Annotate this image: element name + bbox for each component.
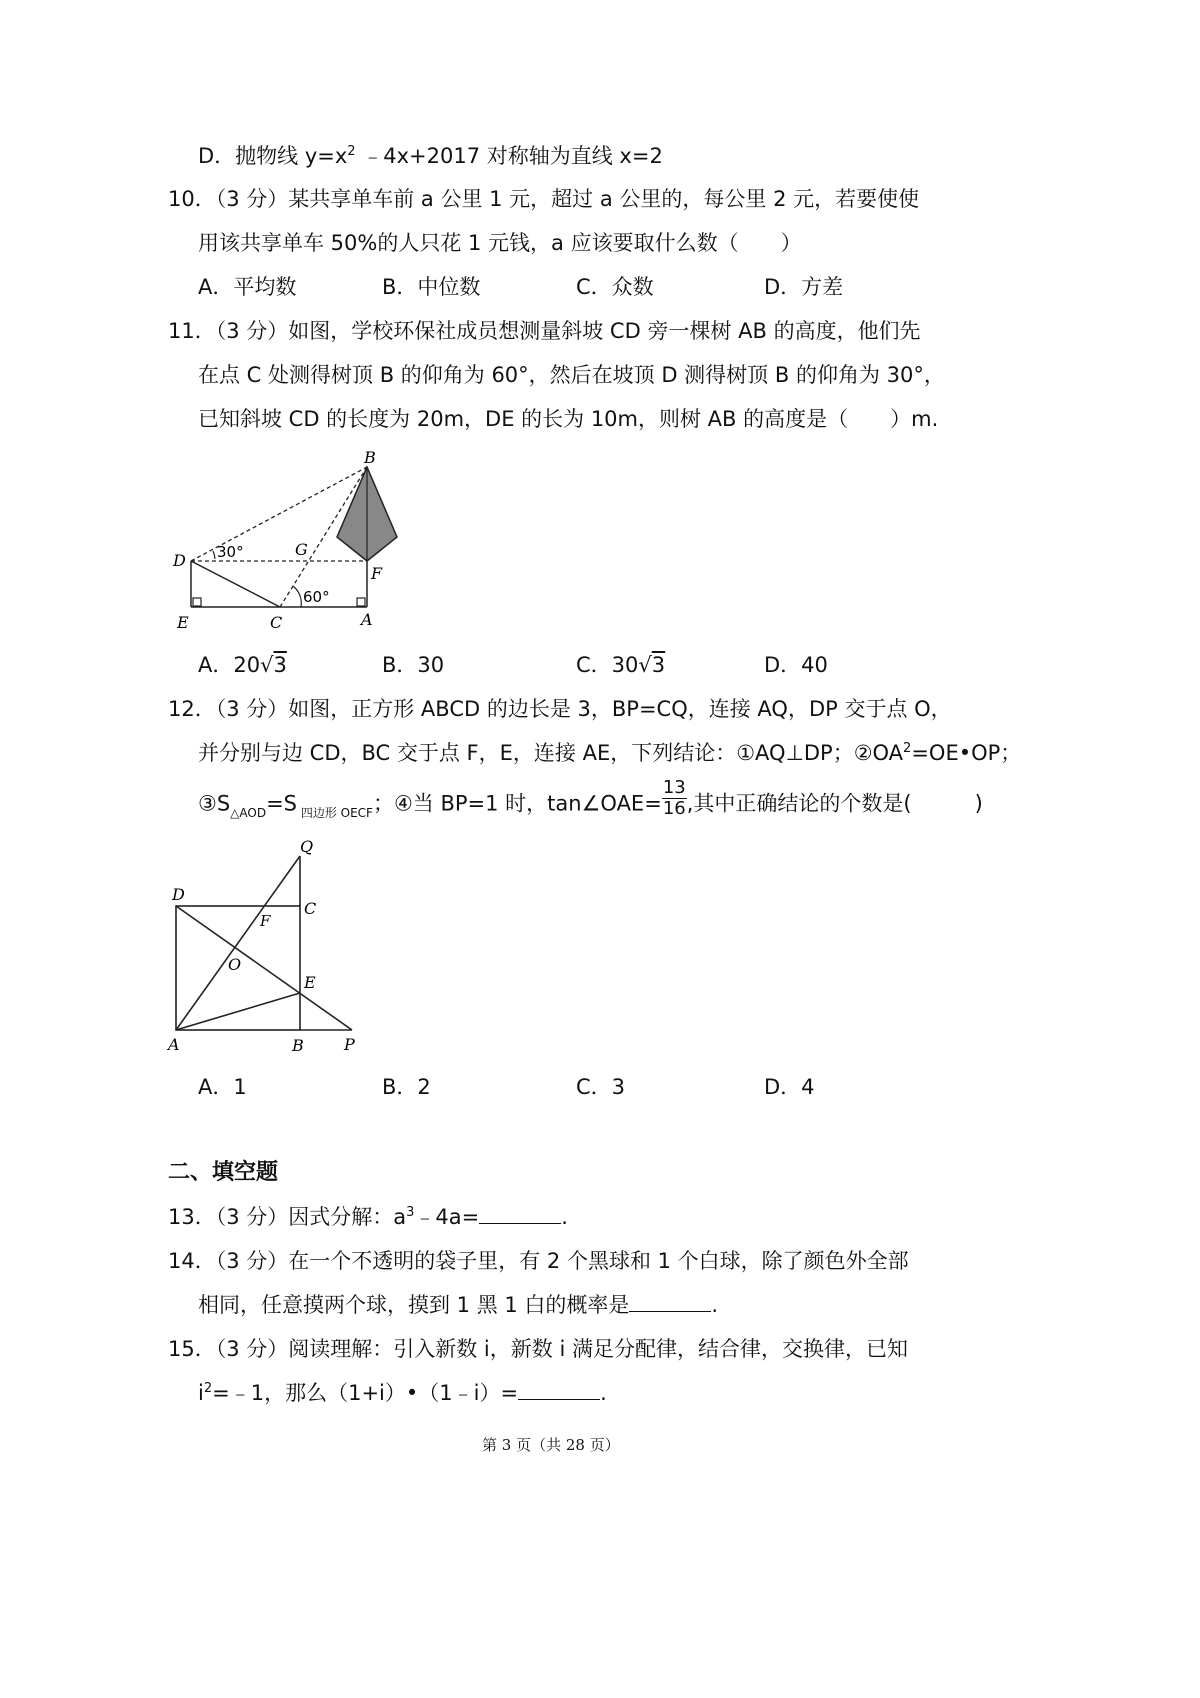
q12-label-d: D (172, 885, 185, 904)
q11-option-c-radicand: 3 (651, 653, 666, 677)
q10-option-a: A．平均数 (198, 275, 297, 299)
q11-option-d-label: D．40 (764, 653, 828, 677)
q12-line3-s1: ③S (198, 791, 231, 816)
q12-label-b: B (292, 1036, 304, 1055)
q12-line3-eq: =S (266, 791, 298, 816)
q11-label-d: D (173, 551, 186, 570)
q9d-suffix: ﹣4x+2017 对称轴为直线 x=2 (355, 144, 663, 168)
q11-right-angle-e (193, 598, 201, 606)
q14-answer-blank[interactable] (629, 1291, 711, 1312)
q13-post: ﹣4a= (414, 1205, 480, 1229)
q15-line2 (198, 1378, 607, 1408)
q12-label-c: C (304, 899, 317, 918)
q11-line3: 已知斜坡 CD 的长度为 20m，DE 的长为 10m，则树 AB 的高度是（ ）m. (198, 407, 939, 431)
q12-line2-pre: 并分别与边 CD，BC 交于点 F，E，连接 AE，下列结论：①AQ⊥DP；②OA (198, 741, 904, 765)
q9d-sup: 2 (347, 144, 356, 159)
q11-label-e: E (177, 613, 189, 632)
q10-line1: 10．（3 分）某共享单车前 a 公里 1 元，超过 a 公里的，每公里 2 元，若要使使 (168, 187, 920, 211)
q15-line1: 15．（3 分）阅读理解：引入新数 i，新数 i 满足分配律，结合律，交换律，已知 (168, 1337, 908, 1361)
q12-segment-aq (176, 856, 300, 1030)
q13-answer-blank[interactable] (479, 1203, 561, 1224)
q11-figure (165, 445, 425, 640)
q12-line2-sup: 2 (903, 741, 912, 756)
q15-answer-blank[interactable] (518, 1379, 600, 1400)
q12-frac-num: 13 (662, 777, 686, 798)
q10-option-b: B．中位数 (382, 275, 481, 299)
q12-line3-sub1: △AOD (230, 805, 267, 820)
q11-option-c-label: C．30 (576, 653, 639, 677)
q11-label-30deg: 30° (217, 543, 244, 561)
q12-option-c: C．3 (576, 1075, 626, 1099)
q12-fraction (662, 778, 687, 819)
q12-option-d: D．4 (764, 1075, 815, 1099)
q12-label-e: E (304, 973, 316, 992)
q11-label-b: B (364, 448, 376, 467)
q12-label-p: P (344, 1035, 355, 1054)
q12-line3-end: ,其中正确结论的个数是( ) (686, 791, 983, 816)
q11-label-c: C (270, 613, 283, 632)
q11-option-a-label: A．20 (198, 653, 261, 677)
section-title-fill-in: 二、填空题 (168, 1160, 279, 1185)
q13-pre: 13．（3 分）因式分解：a (168, 1205, 407, 1229)
q11-segment-dc (191, 561, 280, 607)
q10-line2: 用该共享单车 50%的人只花 1 元钱，a 应该要取什么数（ ） (198, 231, 802, 255)
q11-option-a (198, 650, 287, 680)
q14-line2 (198, 1290, 718, 1320)
q14-line2-end: . (711, 1293, 719, 1317)
q11-line2: 在点 C 处测得树顶 B 的仰角为 60°，然后在坡顶 D 测得树顶 B 的仰角为 30°， (198, 363, 945, 387)
q11-label-a: A (361, 610, 373, 629)
q12-label-o: O (228, 955, 242, 974)
q11-line1: 11．（3 分）如图，学校环保社成员想测量斜坡 CD 旁一棵树 AB 的高度，他们先 (168, 319, 921, 343)
q12-label-f: F (260, 912, 271, 930)
q12-line3-mid: ；④当 BP=1 时，tan∠OAE= (372, 791, 662, 816)
q11-option-d (764, 650, 828, 680)
q14-line2-pre: 相同，任意摸两个球，摸到 1 黑 1 白的概率是 (198, 1293, 630, 1317)
q13 (168, 1202, 568, 1232)
q12-line1: 12．（3 分）如图，正方形 ABCD 的边长是 3，BP=CQ，连接 AQ，DP 交于点 O， (168, 697, 952, 721)
q15-line2-end: . (600, 1381, 607, 1405)
q12-option-a: A．1 (198, 1075, 247, 1099)
sqrt-symbol: √3 (260, 653, 287, 677)
q11-label-g: G (295, 540, 308, 559)
q12-frac-den: 16 (662, 798, 686, 819)
q12-option-b: B．2 (382, 1075, 431, 1099)
q15-line2-pre: i (198, 1381, 204, 1405)
q12-label-q: Q (300, 837, 314, 856)
q11-option-c (576, 650, 665, 680)
q11-option-a-radicand: 3 (273, 653, 287, 677)
q12-line3-sub2: 四边形 OECF (297, 805, 373, 820)
q12-segment-ae (176, 993, 300, 1030)
q14-line1: 14．（3 分）在一个不透明的袋子里，有 2 个黑球和 1 个白球，除了颜色外全部 (168, 1249, 909, 1273)
q10-option-c: C．众数 (576, 275, 654, 299)
q11-option-b (382, 650, 444, 680)
q12-line3 (198, 777, 983, 825)
q11-label-f: F (371, 564, 383, 583)
q12-line2-post: =OE•OP； (911, 741, 1022, 765)
q11-label-60deg: 60° (303, 588, 330, 606)
q11-right-angle-a (357, 598, 365, 606)
q11-angle-arc-60 (293, 586, 301, 607)
q9-option-d (198, 141, 663, 171)
q13-sup: 3 (406, 1205, 415, 1220)
q12-line2 (198, 738, 1021, 768)
q15-line2-sup: 2 (203, 1381, 213, 1396)
q9d-prefix: D．抛物线 y=x (198, 144, 348, 168)
q12-label-a: A (168, 1035, 180, 1054)
sqrt-symbol: √3 (638, 653, 666, 677)
q12-figure (160, 832, 375, 1062)
q13-end: . (561, 1205, 568, 1229)
q15-line2-mid: =﹣1，那么（1+i）•（1﹣i）= (212, 1381, 519, 1405)
q11-angle-arc-30 (213, 551, 215, 559)
q10-option-d: D．方差 (764, 275, 844, 299)
q11-option-b-label: B．30 (382, 653, 445, 677)
page-footer: 第 3 页（共 28 页） (482, 1436, 620, 1454)
